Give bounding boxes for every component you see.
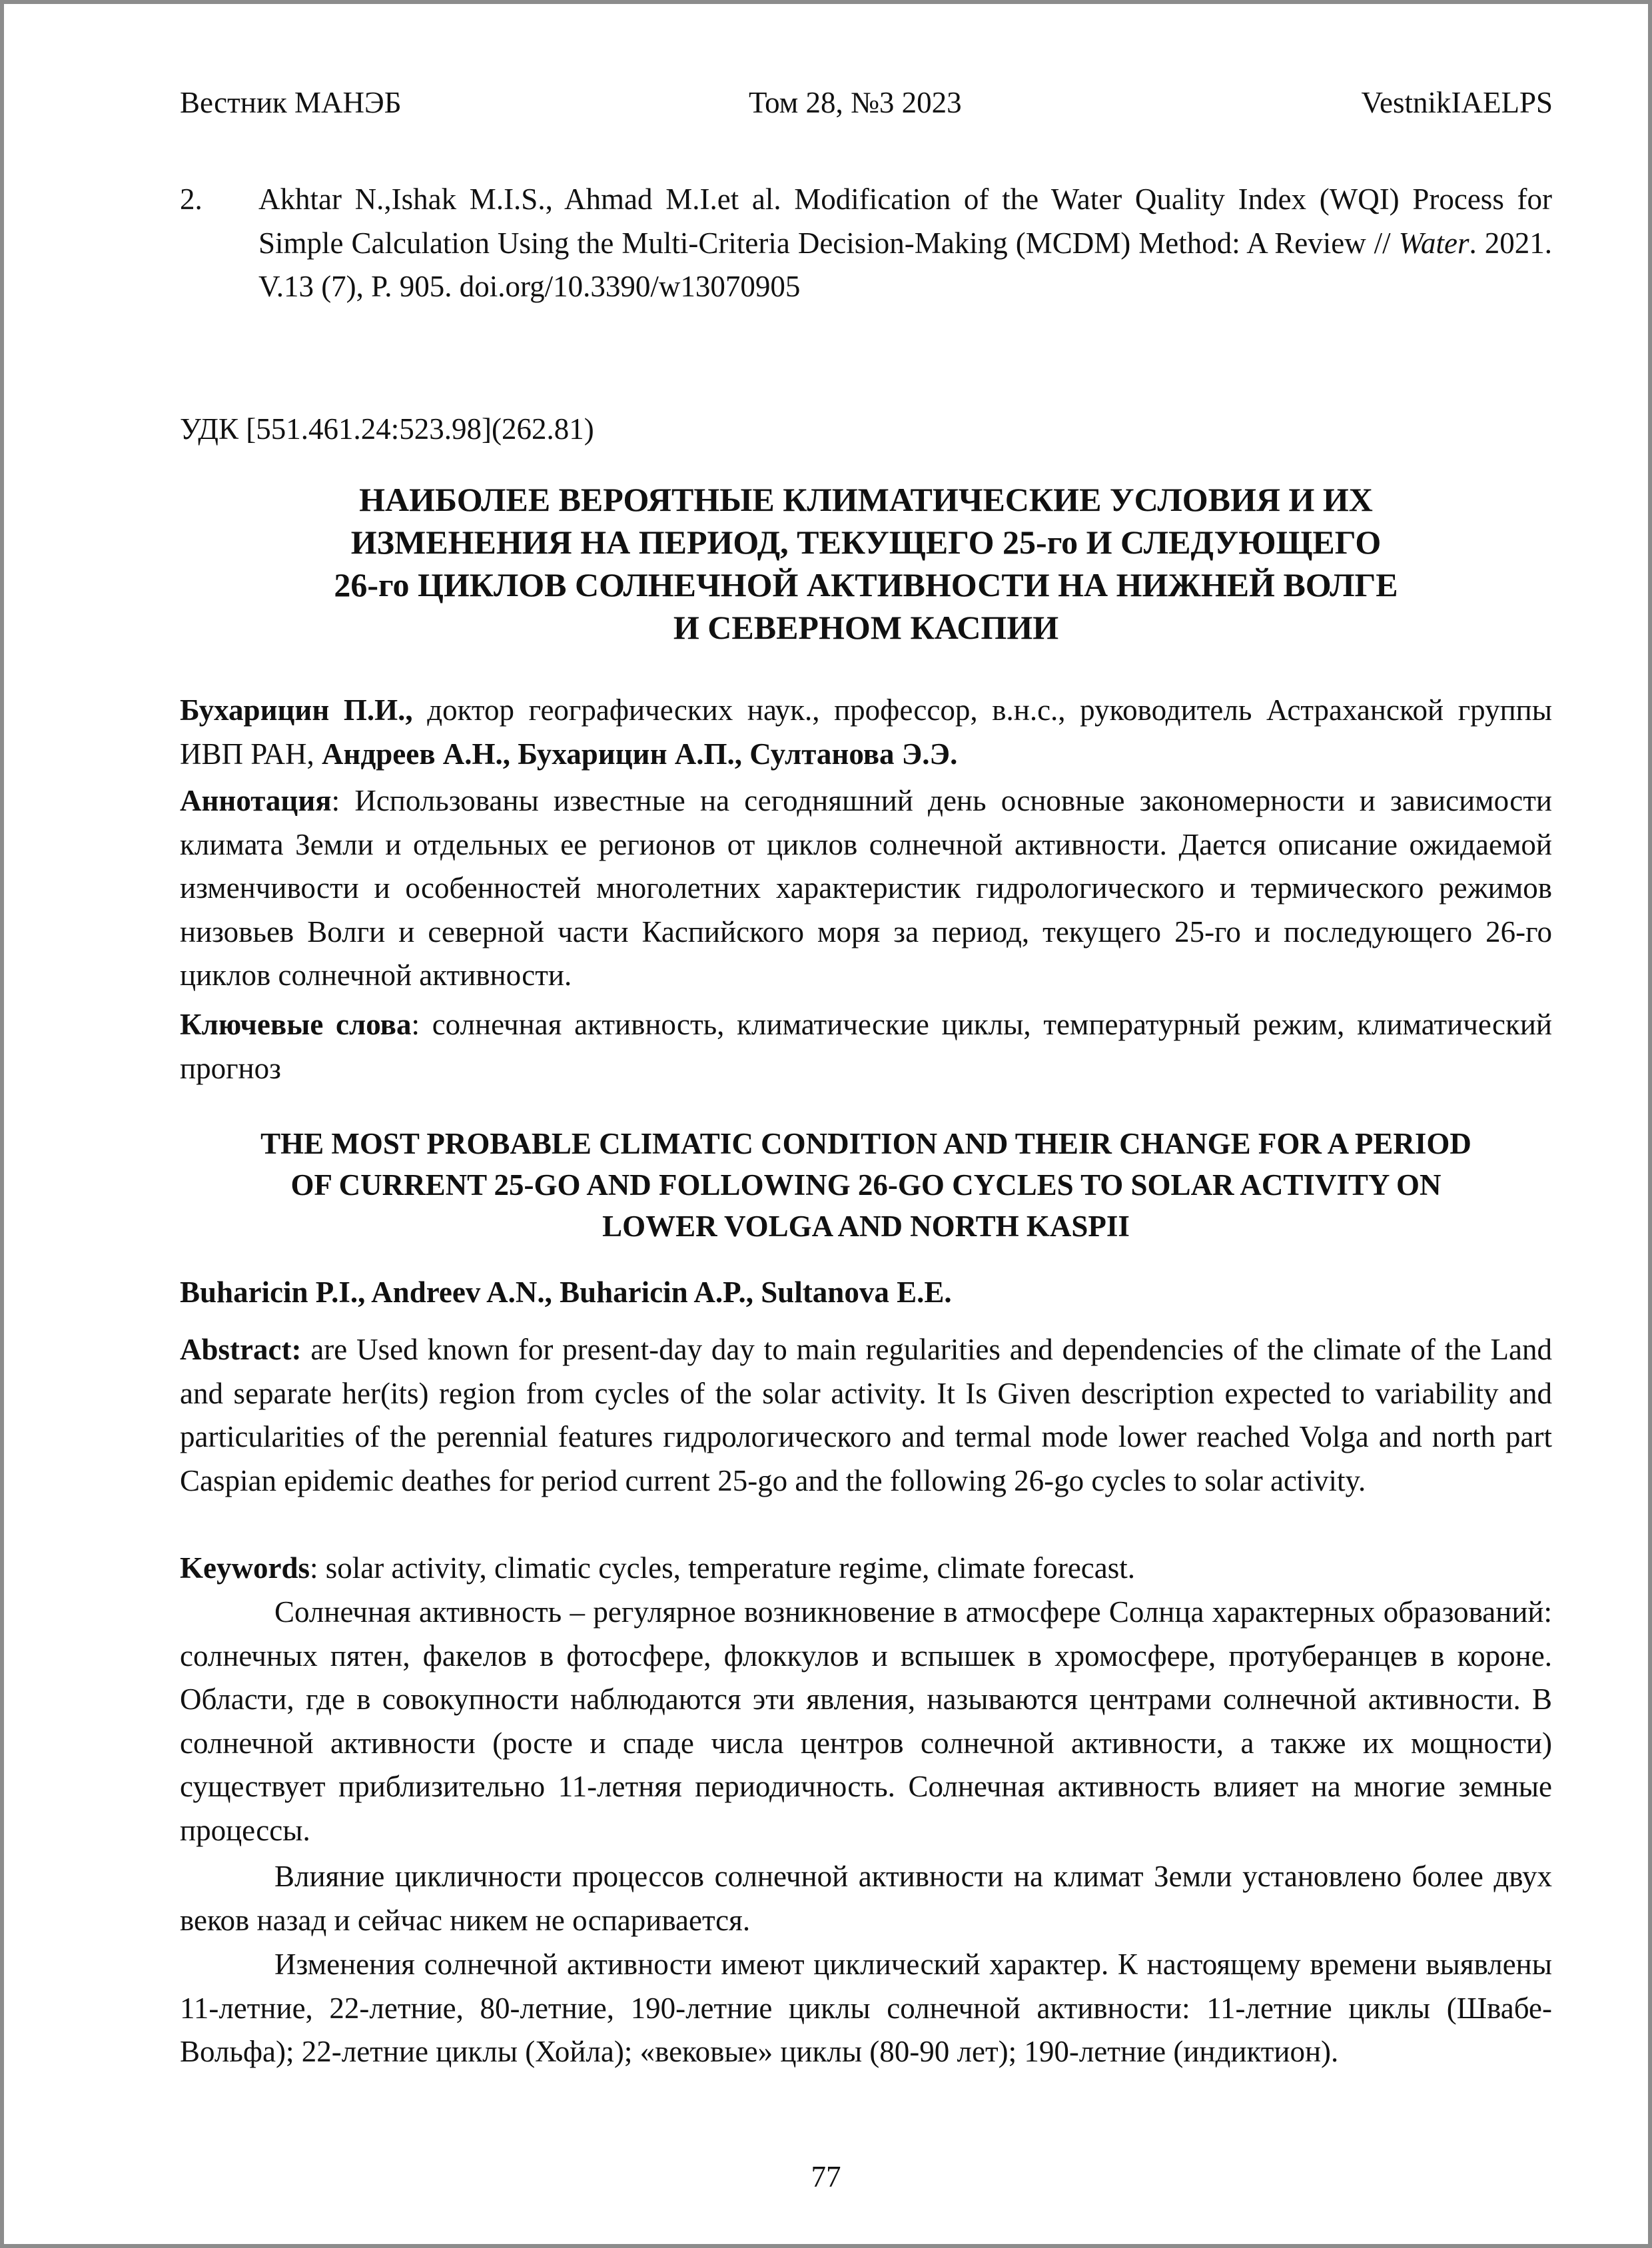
article-title-en	[180, 1123, 1552, 1247]
reference-text-before: Akhtar N.,Ishak M.I.S., Ahmad M.I.et al. Modification of the Water Quality Index (WQI) Process for Simple Calculation Using the Multi-Criteria Decision-Making (MCDM) Method: A Review //	[258, 183, 1552, 260]
keywords-en-label: Keywords	[180, 1551, 310, 1585]
keywords-ru-label: Ключевые слова	[180, 1008, 412, 1041]
body-paragraph-text: Влияние цикличности процессов солнечной активности на климат Земли установлено более двух веков назад и сейчас никем не оспаривается.	[180, 1860, 1552, 1937]
body-paragraph	[180, 1591, 1552, 1852]
udc-code: УДК [551.461.24:523.98](262.81)	[180, 412, 594, 446]
coauthors-ru: Андреев А.Н., Бухарицин А.П., Султанова Э.Э.	[322, 737, 958, 771]
lead-author-affiliation: доктор географических наук., профессор, в.н.с., руководитель Астраханской группы ИВП РАН,	[180, 693, 1552, 771]
lead-author-ru: Бухарицин П.И.,	[180, 693, 413, 727]
journal-name-en: VestnikIAELPS	[1361, 86, 1553, 119]
keywords-ru-text: : солнечная активность, климатические циклы, температурный режим, климатический прогноз	[180, 1008, 1552, 1085]
annotation-label: Аннотация	[180, 784, 332, 817]
title-ru-line: НАИБОЛЕЕ ВЕРОЯТНЫЕ КЛИМАТИЧЕСКИЕ УСЛОВИЯ И ИХ	[359, 481, 1373, 518]
body-paragraph-text: Солнечная активность – регулярное возникновение в атмосфере Солнца характерных образований: солнечных пятен, факелов в фотосфере, флоккулов и вспышек в хромосфере, протуберанцев в короне. Области, где в совокупности наблюдаются эти явления, называются центрами солнечной активности. В солнечной активности (росте и спаде числа центров солнечной активности, а также их мощности) существует приблизительно 11-летняя периодичность. Солнечная активность влияет на многие земные процессы.	[180, 1595, 1552, 1847]
annotation-text: : Использованы известные на сегодняшний день основные закономерности и зависимости климата Земли и отдельных ее регионов от циклов солнечной активности. Дается описание ожидаемой изменчивости и особенностей многолетних характеристик гидрологического и термического режимов низовьев Волги и северной части Каспийского моря за период, текущего 25-го и последующего 26-го циклов солнечной активности.	[180, 784, 1552, 992]
journal-name-ru: Вестник МАНЭБ	[180, 86, 402, 119]
body-paragraph	[180, 1943, 1552, 2074]
running-header	[180, 83, 1553, 123]
page-number: 77	[811, 2160, 841, 2193]
authors-en: Buharicin P.I., Andreev A.N., Buharicin A.P., Sultanova E.E.	[180, 1276, 952, 1309]
reference-journal: Water	[1398, 226, 1469, 260]
reference-text-after: . 2021. V.13 (7), P. 905. doi.org/10.3390/w13070905	[258, 226, 1553, 303]
title-ru-line: И СЕВЕРНОМ КАСПИИ	[673, 609, 1059, 646]
annotation-ru	[180, 779, 1552, 998]
body-paragraph	[180, 1855, 1552, 1942]
reference-item	[180, 178, 1552, 309]
title-en-line: THE MOST PROBABLE CLIMATIC CONDITION AND THEIR CHANGE FOR A PERIOD	[260, 1127, 1471, 1160]
reference-number: 2.	[180, 183, 203, 216]
article-title-ru	[180, 478, 1552, 649]
authors-ru	[180, 689, 1552, 776]
keywords-en	[180, 1547, 1552, 1591]
abstract-label: Abstract:	[180, 1333, 302, 1366]
reference-text	[258, 178, 1552, 309]
title-ru-line: ИЗМЕНЕНИЯ НА ПЕРИОД, ТЕКУЩЕГО 25-го И СЛЕДУЮЩЕГО	[350, 524, 1382, 561]
title-ru-line: 26-го ЦИКЛОВ СОЛНЕЧНОЙ АКТИВНОСТИ НА НИЖНЕЙ ВОЛГЕ	[334, 566, 1398, 603]
body-paragraph-text: Изменения солнечной активности имеют циклический характер. К настоящему времени выявлены 11-летние, 22-летние, 80-летние, 190-летние циклы солнечной активности: 11-летние циклы (Швабе-Вольфа); 22-летние циклы (Хойла); «вековые» циклы (80-90 лет); 190-летние (индиктион).	[180, 1948, 1552, 2068]
abstract-text: are Used known for present-day day to main regularities and dependencies of the climate of the Land and separate her(its) region from cycles of the solar activity. It Is Given description expected to variability and particularities of the perennial features гидрологического and termal mode lower reached Volga and north part Caspian epidemic deathes for period current 25-go and the following 26-go cycles to solar activity.	[180, 1333, 1552, 1497]
title-en-line: OF CURRENT 25-GO AND FOLLOWING 26-GO CYCLES TO SOLAR ACTIVITY ON	[290, 1168, 1442, 1202]
abstract-en	[180, 1328, 1552, 1503]
keywords-ru	[180, 1003, 1552, 1090]
volume-issue: Том 28, №3 2023	[749, 86, 962, 119]
title-en-line: LOWER VOLGA AND NORTH KASPII	[602, 1210, 1130, 1243]
keywords-en-text: : solar activity, climatic cycles, temperature regime, climate forecast.	[310, 1551, 1136, 1585]
